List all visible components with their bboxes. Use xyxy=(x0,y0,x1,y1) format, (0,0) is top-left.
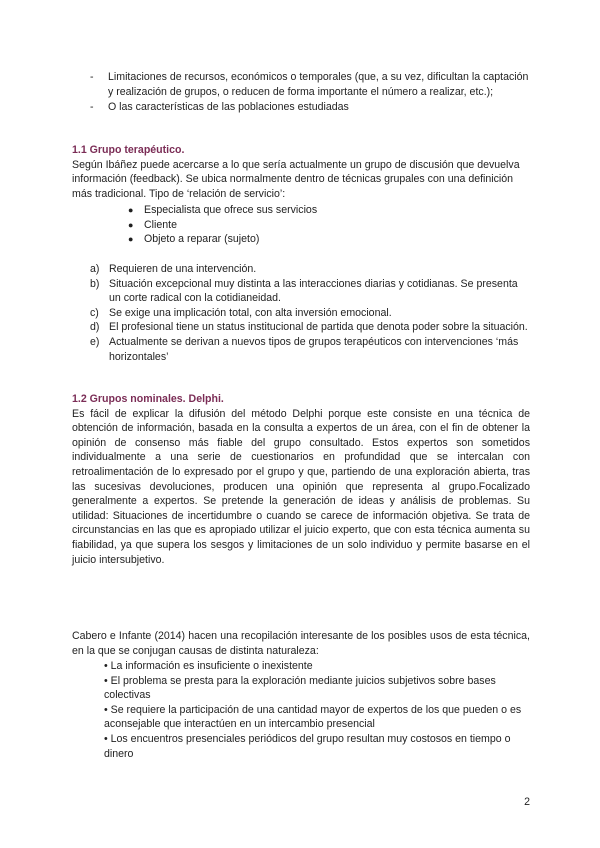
bullet-icon: ● xyxy=(128,219,134,230)
list-item-text: Especialista que ofrece sus servicios xyxy=(144,204,318,216)
list-item: • El problema se presta para la exploración mediante juicios subjetivos sobre bases colectivas xyxy=(104,674,496,702)
list-marker: - xyxy=(90,101,94,114)
list-item-text: Requieren de una intervención. xyxy=(109,263,257,275)
list-item xyxy=(128,232,428,247)
section-heading: 1.1 Grupo terapéutico. xyxy=(72,144,185,156)
list-marker: c) xyxy=(90,306,99,319)
list-marker: e) xyxy=(90,335,100,348)
bullet-icon: ● xyxy=(128,205,134,215)
list-item: • La información es insuficiente o inexistente xyxy=(104,660,313,672)
list-item-text: Actualmente se derivan a nuevos tipos de grupos terapéuticos con intervenciones ‘más horizontales’ xyxy=(109,335,519,363)
list-item-text: El profesional tiene un status institucional de partida que denota poder sobre la situación. xyxy=(109,321,528,334)
list-item xyxy=(90,306,530,321)
intro-dash-list xyxy=(90,70,530,115)
page-number: 2 xyxy=(524,796,530,808)
section-paragraph: Según Ibáñez puede acercarse a lo que sería actualmente un grupo de discusión que devuelva información (feedback). Se ubica normalmente dentro de técnicas grupales con una definición más tradicional. Tipo de ‘relación de servicio’: xyxy=(72,158,520,200)
list-marker: - xyxy=(90,71,94,83)
section-cabero-infante xyxy=(72,629,530,658)
uses-bullet-list xyxy=(104,659,528,761)
list-item xyxy=(90,100,530,115)
list-item-text: Se exige una implicación total, con alta inversión emocional. xyxy=(109,306,392,319)
list-item-text: Limitaciones de recursos, económicos o temporales (que, a su vez, dificultan la captación y realización de grupos, o reducen de forma importante el número a realizar, etc.); xyxy=(108,71,529,98)
section-paragraph: Es fácil de explicar la difusión del método Delphi porque este consiste en una técnica de obtención de información, basada en la consulta a expertos de un área, con el fin de obtener la opinión de consenso más fiable del grupo consultado. Estos expertos son sometidos individualmente a una serie de cuestionarios en profundidad que se intercalan con retroalimentación de lo expresado por el grupo y que, partiendo de una exploración abierta, tras las sucesivas devoluciones, producen una opinión que representa al grupo.Focalizado generalmente a expertos. Se pretende la generación de ideas y análisis de problemas. Su utilidad: Situaciones de incertidumbre o cuando se carece de información objetiva. Se trata de circunstancias en las que es apropiado utilizar el juicio experto, que con esta técnica aumenta su fiabilidad, ya que supera los sesgos y limitaciones de un solo individuo y permite basarse en el juicio intersubjetivo. xyxy=(72,407,530,566)
list-item xyxy=(90,70,530,99)
list-item-text: Cliente xyxy=(144,218,177,231)
list-item: • Se requiere la participación de una cantidad mayor de expertos de los que pueden o es aconsejable que interactúen en un intercambio presencial xyxy=(104,703,522,731)
service-relation-bullets xyxy=(128,203,428,247)
list-item xyxy=(128,203,428,218)
list-marker: a) xyxy=(90,263,100,275)
section-grupos-nominales xyxy=(72,392,530,567)
list-item-text: Situación excepcional muy distinta a las interacciones diarias y cotidianas. Se presenta un corte radical con la cotidianeidad. xyxy=(109,277,518,305)
list-item xyxy=(90,262,530,277)
list-item xyxy=(90,277,530,306)
characteristics-list xyxy=(90,262,530,364)
list-item xyxy=(90,320,530,335)
list-item: • Los encuentros presenciales periódicos del grupo resultan muy costosos en tiempo o dinero xyxy=(104,732,511,760)
list-item xyxy=(90,335,530,364)
list-item-text: Objeto a reparar (sujeto) xyxy=(144,233,260,246)
section-paragraph: Cabero e Infante (2014) hacen una recopilación interesante de los posibles usos de esta técnica, en la que se conjugan causas de distinta naturaleza: xyxy=(72,630,530,657)
section-grupo-terapeutico xyxy=(72,143,530,201)
list-item-text: O las características de las poblaciones estudiadas xyxy=(108,101,349,114)
section-heading: 1.2 Grupos nominales. Delphi. xyxy=(72,393,224,405)
list-item xyxy=(128,218,428,233)
list-marker: d) xyxy=(90,321,100,334)
list-marker: b) xyxy=(90,277,100,290)
bullet-icon: ● xyxy=(128,234,134,245)
